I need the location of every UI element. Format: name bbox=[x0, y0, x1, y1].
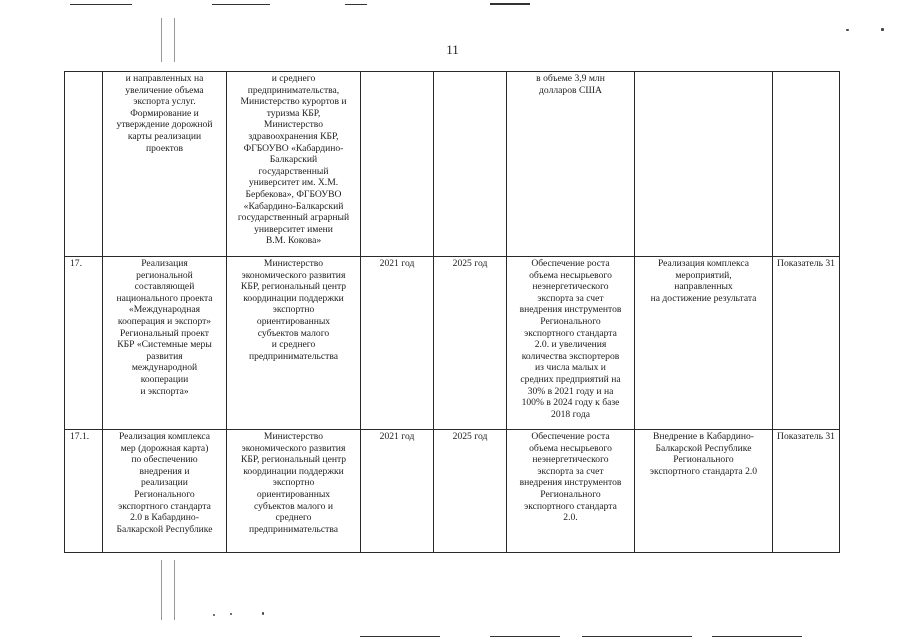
table-row-continuation bbox=[65, 72, 840, 257]
table-row-17 bbox=[65, 257, 840, 430]
cell-number: 17.1. bbox=[65, 430, 103, 553]
cell-executor: Министерство экономического развития КБР, региональный центр координации поддержки экспортно ориентированных субъектов малого и среднего предпринимательства bbox=[227, 430, 361, 553]
cell-indicator bbox=[773, 72, 840, 257]
cell-indicator: Показатель 31 bbox=[773, 257, 840, 430]
cell-start-year: 2021 год bbox=[361, 257, 434, 430]
scan-mark-top-2 bbox=[212, 4, 270, 5]
measures-table bbox=[64, 71, 840, 553]
scan-speck-4 bbox=[230, 613, 232, 615]
scan-margin-line-bottom-1 bbox=[161, 560, 162, 620]
cell-link: Внедрение в Кабардино- Балкарской Республике Регионального экспортного стандарта 2.0 bbox=[635, 430, 773, 553]
cell-link bbox=[635, 72, 773, 257]
scan-mark-bottom-1 bbox=[360, 636, 440, 637]
cell-indicator: Показатель 31 bbox=[773, 430, 840, 553]
cell-measure-name: Реализация комплекса мер (дорожная карта) по обеспечению внедрения и реализации Регионального экспортного стандарта 2.0 в Кабардино- Балкарской Республике bbox=[103, 430, 227, 553]
scan-mark-top-4 bbox=[490, 3, 530, 5]
table-row-17-1 bbox=[65, 430, 840, 553]
cell-expected-result: Обеспечение роста объема несырьевого неэнергетического экспорта за счет внедрения инструментов Регионального экспортного стандарта 2.0. и увеличения количества экспортеров из числа малых и средних предприятий на 30% в 2021 году и на 100% в 2024 году к базе 2018 года bbox=[507, 257, 635, 430]
scan-mark-bottom-2 bbox=[490, 636, 560, 637]
page-number: 11 bbox=[446, 42, 459, 57]
cell-expected-result: Обеспечение роста объема несырьевого неэнергетического экспорта за счет внедрения инструментов Регионального экспортного стандарта 2.0. bbox=[507, 430, 635, 553]
scan-speck-5 bbox=[262, 612, 264, 615]
scan-speck-1 bbox=[846, 29, 849, 31]
cell-executor: Министерство экономического развития КБР, региональный центр координации поддержки экспортно ориентированных субъектов малого и среднего предпринимательства bbox=[227, 257, 361, 430]
scan-margin-line-bottom-2 bbox=[174, 560, 175, 620]
scan-speck-2 bbox=[881, 28, 884, 31]
cell-number: 17. bbox=[65, 257, 103, 430]
cell-measure-name: и направленных на увеличение объема экспорта услуг. Формирование и утверждение дорожной карты реализации проектов bbox=[103, 72, 227, 257]
cell-end-year: 2025 год bbox=[434, 430, 507, 553]
scan-mark-bottom-3 bbox=[582, 636, 692, 637]
scan-mark-top-1 bbox=[70, 4, 132, 5]
cell-end-year bbox=[434, 72, 507, 257]
cell-start-year: 2021 год bbox=[361, 430, 434, 553]
cell-start-year bbox=[361, 72, 434, 257]
scan-mark-bottom-4 bbox=[712, 636, 802, 637]
cell-executor: и среднего предпринимательства, Министерство курортов и туризма КБР, Министерство здравоохранения КБР, ФГБОУВО «Кабардино- Балкарский государственный университет им. Х.М. Бербекова», ФГБОУВО «Кабардино-Балкарский государственный аграрный университет имени В.М. Кокова» bbox=[227, 72, 361, 257]
scan-mark-top-3 bbox=[345, 4, 367, 5]
cell-end-year: 2025 год bbox=[434, 257, 507, 430]
cell-expected-result: в объеме 3,9 млн долларов США bbox=[507, 72, 635, 257]
scan-speck-3 bbox=[213, 614, 215, 616]
cell-measure-name: Реализация региональной составляющей национального проекта «Международная кооперация и экспорт» Региональный проект КБР «Системные меры развития международной кооперации и экспорта» bbox=[103, 257, 227, 430]
cell-link: Реализация комплекса мероприятий, направленных на достижение результата bbox=[635, 257, 773, 430]
cell-number bbox=[65, 72, 103, 257]
